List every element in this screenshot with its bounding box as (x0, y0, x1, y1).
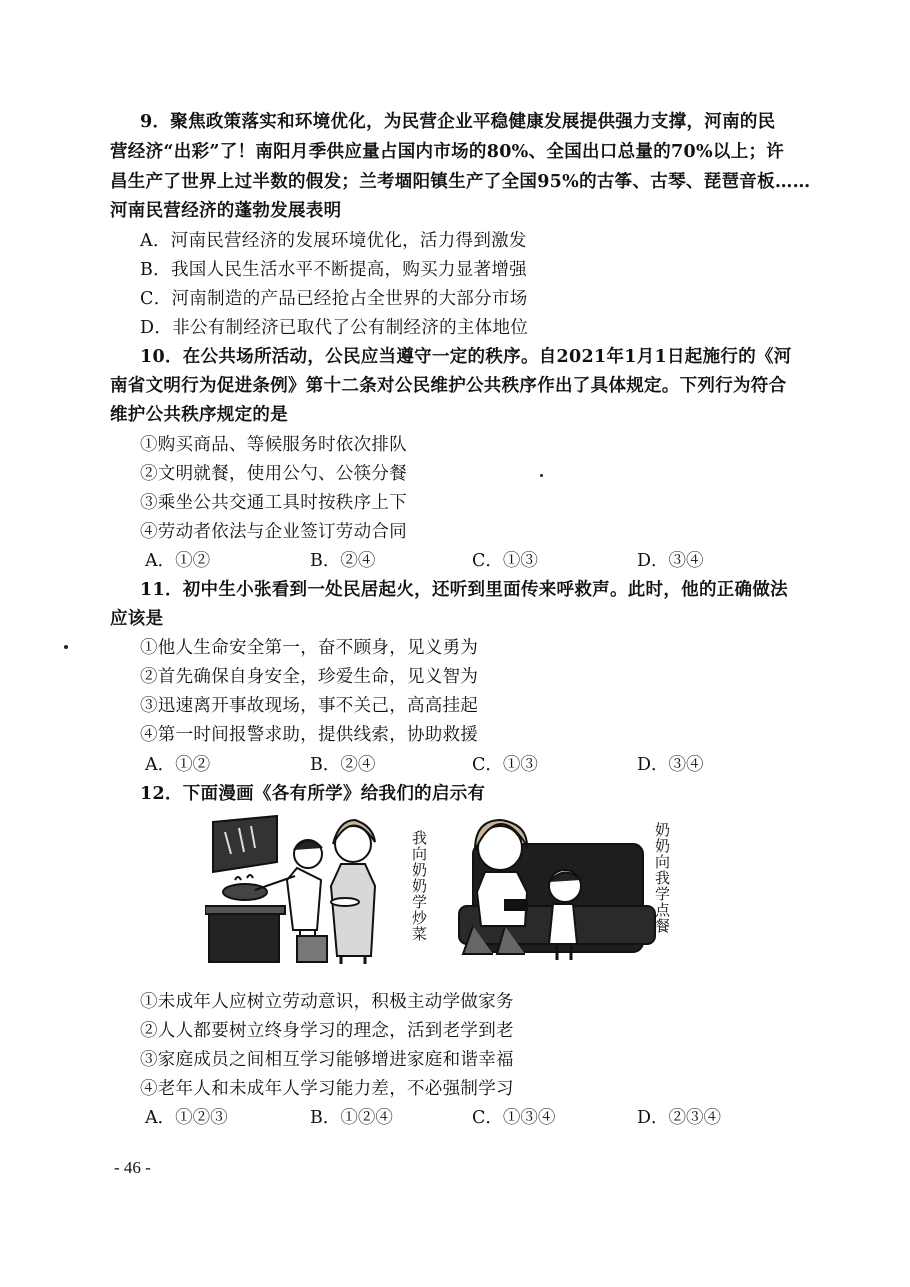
q11-item-3: ③迅速离开事故现场，事不关己，高高挂起 (140, 696, 479, 716)
q10-choice-d: D．③④ (637, 551, 704, 571)
q12-choice-b: B．①②④ (310, 1108, 393, 1128)
q12-item-2: ②人人都要树立终身学习的理念，活到老学到老 (140, 1021, 514, 1041)
q11-choice-d: D．③④ (637, 755, 704, 775)
right-panel (459, 820, 655, 960)
range-hood (213, 816, 277, 872)
q11-choice-a: A．①② (145, 755, 211, 775)
right-caption: 奶奶向我学点餐 (653, 822, 671, 934)
q12-item-3: ③家庭成员之间相互学习能够增进家庭和谐幸福 (140, 1050, 514, 1070)
q12-choice-a: A．①②③ (145, 1108, 228, 1128)
q11-choice-b: B．②④ (310, 755, 376, 775)
q10-item-3: ③乘坐公共交通工具时按秩序上下 (140, 493, 407, 513)
q12-item-1: ①未成年人应树立劳动意识，积极主动学做家务 (140, 992, 514, 1012)
q11-stem-line-2: 应该是 (110, 609, 164, 629)
page-number: - 46 - (114, 1158, 151, 1177)
stove-counter (209, 910, 279, 962)
q11-item-4: ④第一时间报警求助，提供线索，协助救援 (140, 725, 479, 745)
q12-choice-d: D．②③④ (637, 1108, 722, 1128)
step-stool (297, 936, 327, 962)
q9-option-c: C．河南制造的产品已经抢占全世界的大部分市场 (140, 289, 528, 309)
q10-choice-b: B．②④ (310, 551, 376, 571)
q10-item-1: ①购买商品、等候服务时依次排队 (140, 435, 407, 455)
q11-item-1: ①他人生命安全第一，奋不顾身，见义勇为 (140, 638, 479, 658)
cartoon-illustration (205, 814, 675, 974)
plate (331, 898, 359, 906)
left-panel (205, 816, 375, 964)
q11-item-2: ②首先确保自身安全，珍爱生命，见义智为 (140, 667, 479, 687)
q10-item-4: ④劳动者依法与企业签订劳动合同 (140, 522, 407, 542)
speck-mark (540, 474, 543, 477)
q10-stem-line-3: 维护公共秩序规定的是 (110, 405, 288, 425)
tablet-device (505, 900, 527, 910)
q9-stem-line-3: 昌生产了世界上过半数的假发；兰考堌阳镇生产了全国95%的古筝、古琴、琵琶音板…… (110, 172, 811, 192)
q9-option-a: A．河南民营经济的发展环境优化，活力得到激发 (140, 231, 527, 251)
margin-dot (64, 645, 68, 649)
q12-choice-c: C．①③④ (472, 1108, 556, 1128)
q10-stem-line-1: 10．在公共场所活动，公民应当遵守一定的秩序。自2021年1月1日起施行的《河 (140, 347, 792, 367)
q9-stem-line-1: 9．聚焦政策落实和环境优化，为民营企业平稳健康发展提供强力支撑，河南的民 (140, 112, 776, 132)
q10-item-2: ②文明就餐，使用公勺、公筷分餐 (140, 464, 407, 484)
q12-stem: 12．下面漫画《各有所学》给我们的启示有 (140, 784, 486, 804)
q11-choice-c: C．①③ (472, 755, 538, 775)
q10-choice-a: A．①② (145, 551, 211, 571)
wok (223, 884, 267, 900)
q10-choice-c: C．①③ (472, 551, 538, 571)
q9-option-d: D．非公有制经济已取代了公有制经济的主体地位 (140, 318, 529, 338)
cartoon-drawing (205, 814, 675, 974)
q9-stem-line-2: 营经济“出彩”了！南阳月季供应量占国内市场的80%、全国出口总量的70%以上；许 (110, 142, 785, 162)
q12-item-4: ④老年人和未成年人学习能力差，不必强制学习 (140, 1079, 514, 1099)
q11-stem-line-1: 11．初中生小张看到一处民居起火，还听到里面传来呼救声。此时，他的正确做法 (140, 580, 788, 600)
q9-stem-line-4: 河南民营经济的蓬勃发展表明 (110, 201, 342, 221)
q9-option-b: B．我国人民生活水平不断提高，购买力显著增强 (140, 260, 527, 280)
left-caption: 我向奶奶学炒菜 (410, 830, 428, 942)
q10-stem-line-2: 南省文明行为促进条例》第十二条对公民维护公共秩序作出了具体规定。下列行为符合 (110, 376, 787, 396)
